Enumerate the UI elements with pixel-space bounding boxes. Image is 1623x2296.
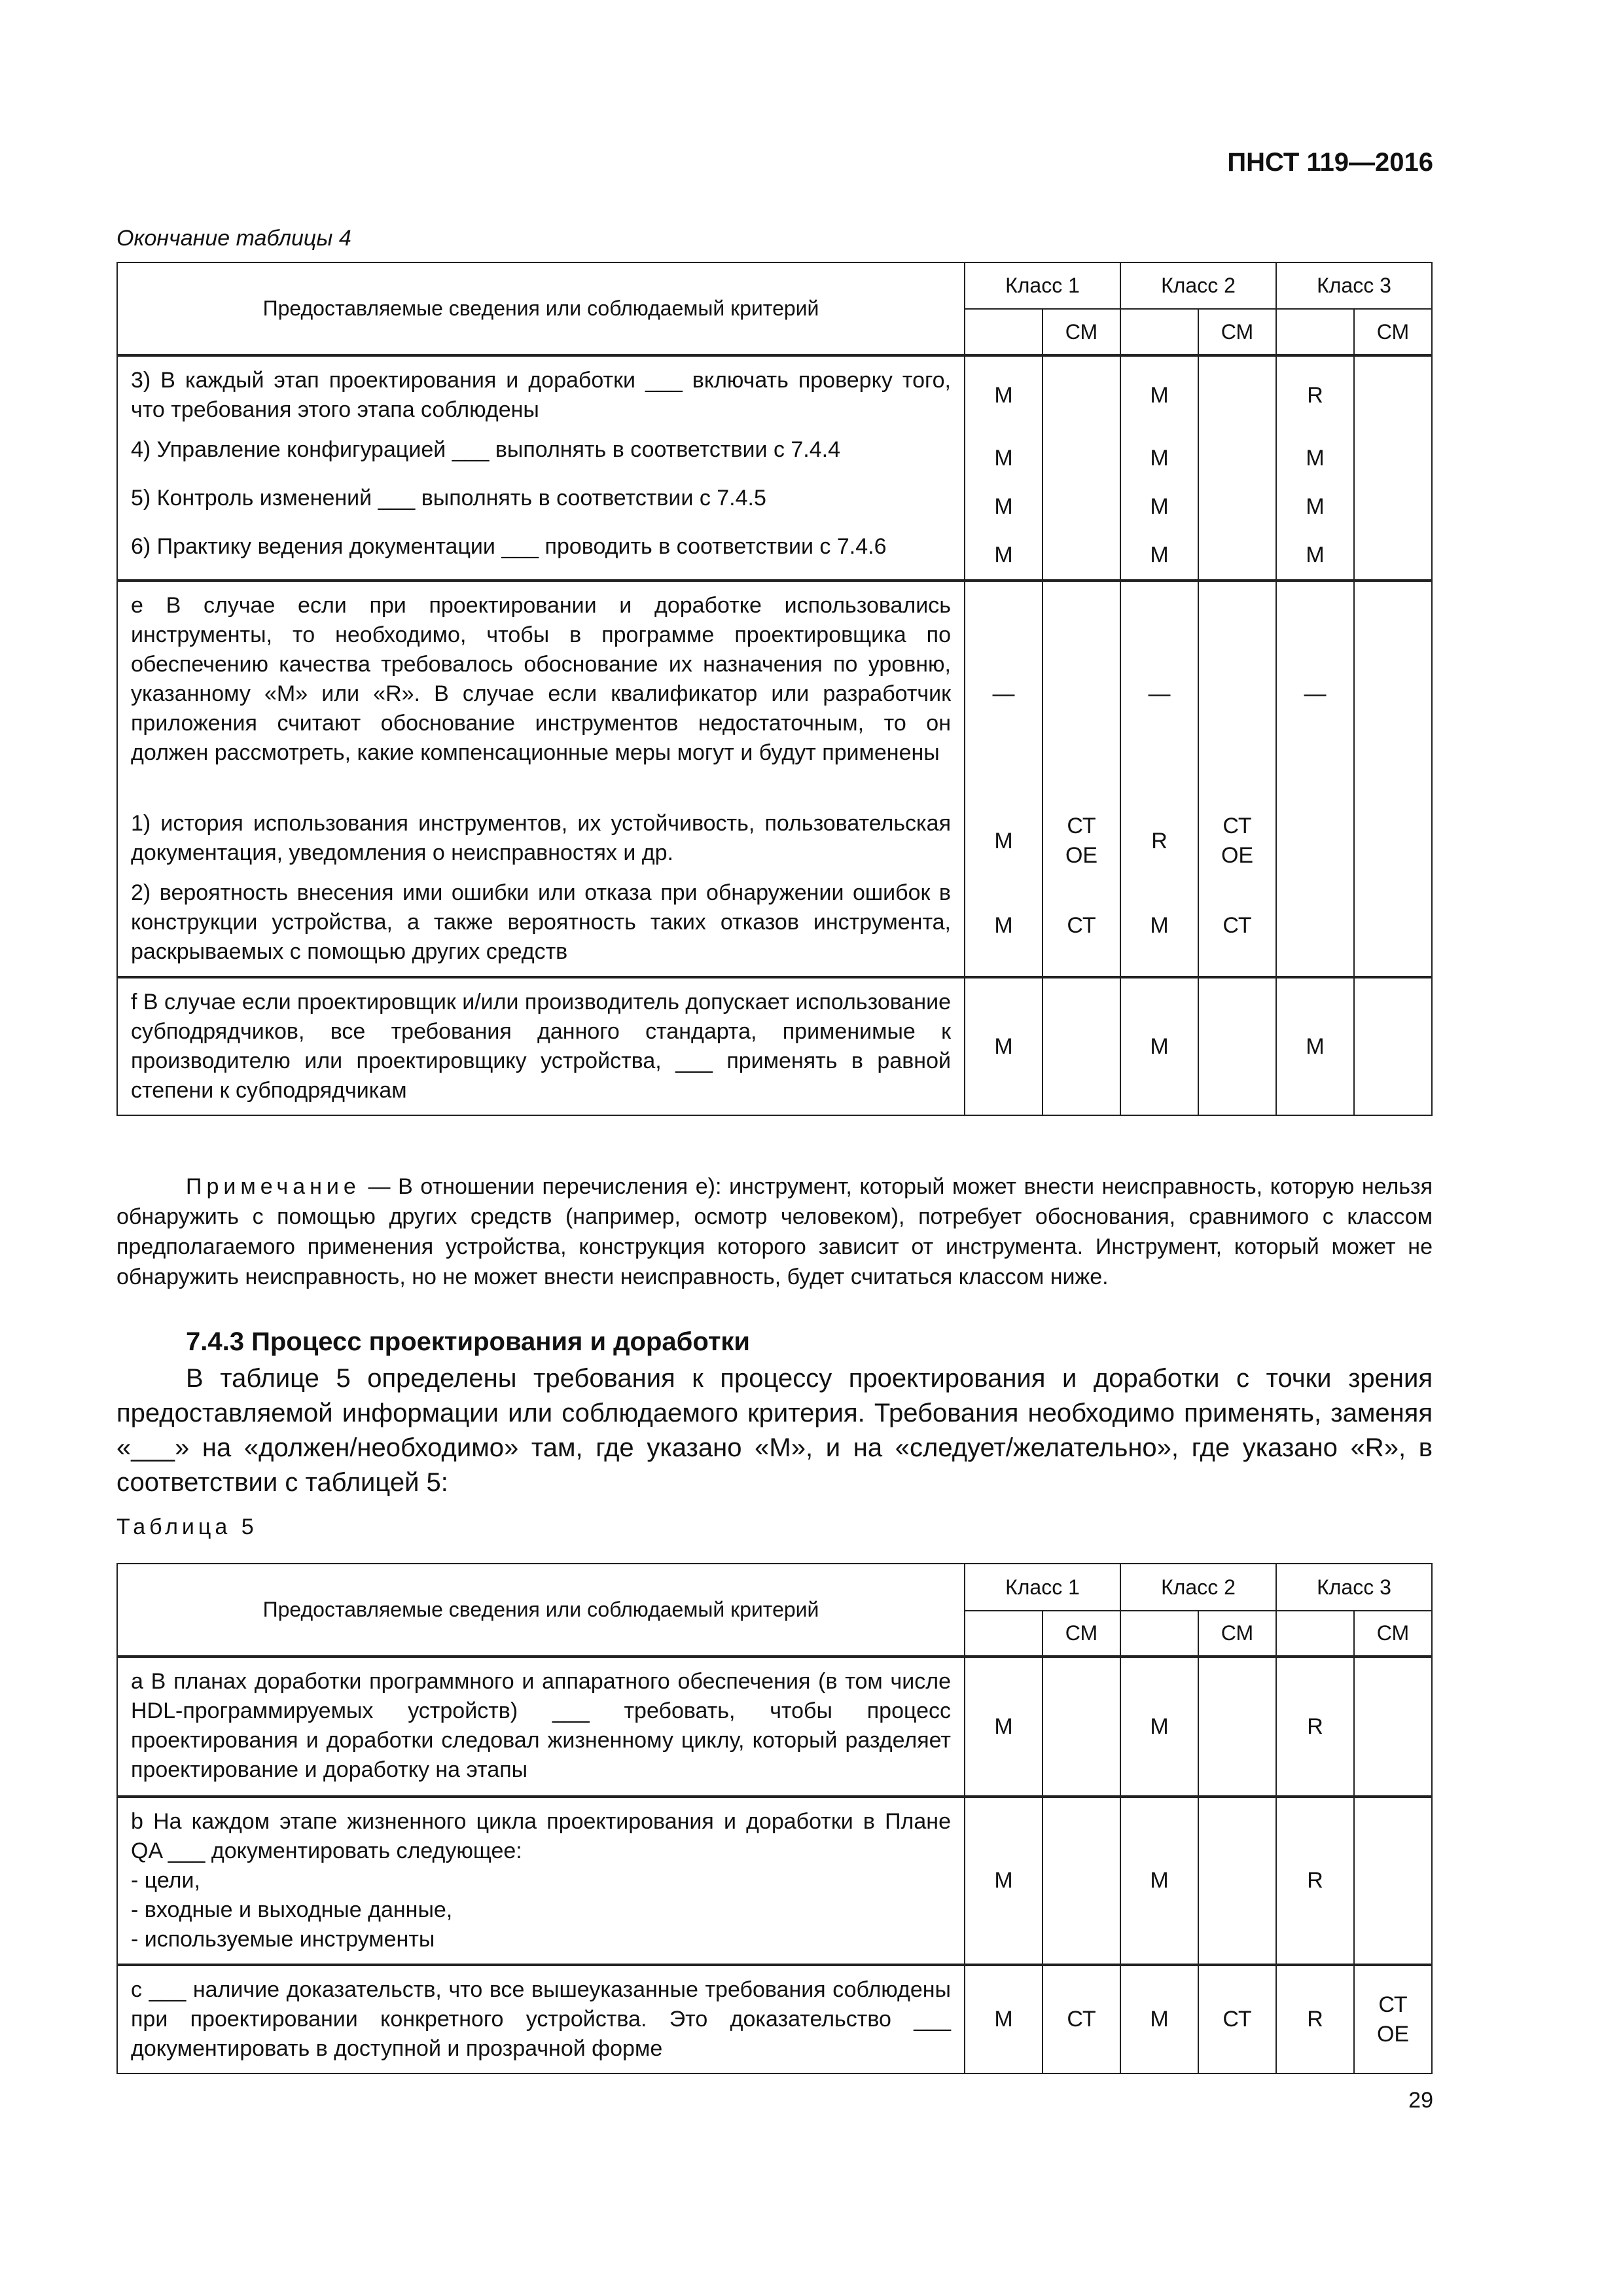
class2-value: M xyxy=(1120,1965,1198,2073)
class3-value: R xyxy=(1276,1965,1354,2073)
class1-value: M xyxy=(965,531,1043,581)
class3-cm-value xyxy=(1354,1657,1432,1797)
class3-value: R xyxy=(1276,355,1354,434)
header-cm: СМ xyxy=(1043,309,1120,355)
header-class3: Класс 3 xyxy=(1276,1564,1432,1611)
cm-code: СТ xyxy=(1067,814,1096,838)
header-blank xyxy=(1120,1611,1198,1657)
class2-cm-value: СТ xyxy=(1198,1965,1276,2073)
note-label: Примечание xyxy=(186,1174,361,1199)
class3-cm-value xyxy=(1354,1965,1432,2073)
cm-code: ОЕ xyxy=(1376,2021,1410,2047)
criterion-cell: 1) история использования инструментов, их устойчивость, пользовательская документация, уведомления о неисправностях и др. xyxy=(117,806,965,876)
class1-cm-value: СТ xyxy=(1043,876,1120,977)
class2-value: M xyxy=(1120,876,1198,977)
table-header-row xyxy=(117,262,1432,309)
table-row xyxy=(117,1965,1432,2073)
criterion-cell: 6) Практику ведения документации ___ проводить в соответствии с 7.4.6 xyxy=(117,531,965,581)
class2-cm-value xyxy=(1198,531,1276,581)
header-class2: Класс 2 xyxy=(1120,262,1276,309)
class1-value: M xyxy=(965,355,1043,434)
class3-cm-value xyxy=(1354,876,1432,977)
header-criterion: Предоставляемые сведения или соблюдаемый критерий xyxy=(117,262,965,355)
class2-value: R xyxy=(1120,806,1198,876)
class1-value: — xyxy=(965,581,1043,806)
table-row xyxy=(117,1657,1432,1797)
header-cm: СМ xyxy=(1354,1611,1432,1657)
header-cm: СМ xyxy=(1354,309,1432,355)
class1-cm-value: СТ xyxy=(1043,1965,1120,2073)
header-cm: СМ xyxy=(1043,1611,1120,1657)
class1-value: M xyxy=(965,806,1043,876)
criterion-cell: 2) вероятность внесения ими ошибки или отказа при обнаружении ошибок в конструкции устройства, а также вероятность таких отказов инструмента, раскрываемых с помощью других средств xyxy=(117,876,965,977)
table-row xyxy=(117,355,1432,434)
criterion-line: - входные и выходные данные, xyxy=(131,1897,453,1922)
table-5 xyxy=(116,1563,1433,2074)
table-header-row xyxy=(117,1564,1432,1611)
table-row xyxy=(117,876,1432,977)
class3-value: M xyxy=(1276,977,1354,1115)
header-cm: СМ xyxy=(1198,1611,1276,1657)
class2-cm-value xyxy=(1198,581,1276,806)
class2-value: M xyxy=(1120,355,1198,434)
class3-value xyxy=(1276,806,1354,876)
class1-cm-value xyxy=(1043,355,1120,434)
class2-value: M xyxy=(1120,482,1198,531)
document-id: ПНСТ 119—2016 xyxy=(1227,148,1433,177)
class3-cm-value xyxy=(1354,434,1432,482)
header-class1: Класс 1 xyxy=(965,1564,1120,1611)
class1-cm-value xyxy=(1043,1797,1120,1965)
class2-cm-value xyxy=(1198,482,1276,531)
class2-cm-value xyxy=(1198,1797,1276,1965)
class3-cm-value xyxy=(1354,581,1432,806)
class2-value: M xyxy=(1120,1657,1198,1797)
criterion-cell: 3) В каждый этап проектирования и доработки ___ включать проверку того, что требования этого этапа соблюдены xyxy=(117,355,965,434)
class1-cm-value xyxy=(1043,977,1120,1115)
criterion-cell: 4) Управление конфигурацией ___ выполнять в соответствии с 7.4.4 xyxy=(117,434,965,482)
table-row xyxy=(117,581,1432,806)
section-paragraph: В таблице 5 определены требования к процессу проектирования и доработки с точки зрения предоставляемой информации или соблюдаемого критерия. Требования необходимо применять, заменяя «___» на «должен/необходимо» там, где указано «M», и на «следует/желательно», где указано «R», в соответствии с таблицей 5: xyxy=(116,1364,1433,1497)
note-text: — В отношении перечисления е): инструмент, который может внести неисправность, которую нельзя обнаружить с помощью других средств (например, осмотр человеком), потребует обоснования, сравнимого с классом предполагаемого применения устройства, конструкция которого зависит от инструмента. Инструмент, который может не обнаружить неисправность, но не может внести неисправность, будет считаться классом ниже. xyxy=(116,1174,1433,1289)
class3-value: R xyxy=(1276,1657,1354,1797)
table-row xyxy=(117,531,1432,581)
table-row xyxy=(117,1797,1432,1965)
criterion-cell xyxy=(117,1797,965,1965)
class3-cm-value xyxy=(1354,806,1432,876)
cm-code: ОЕ xyxy=(1065,843,1098,868)
class3-value: M xyxy=(1276,482,1354,531)
cm-code: ОЕ xyxy=(1221,843,1254,868)
class1-cm-value xyxy=(1043,581,1120,806)
class1-cm-value xyxy=(1043,1657,1120,1797)
criterion-cell: а В планах доработки программного и аппаратного обеспечения (в том числе HDL-программируемых устройств) ___ требовать, чтобы процесс проектирования и доработки следовал жизненному циклу, который разделяет проектирование и доработку на этапы xyxy=(117,1657,965,1797)
criterion-cell: с ___ наличие доказательств, что все вышеуказанные требования соблюдены при проектировании конкретного устройства. Это доказательство ___ документировать в доступной и прозрачной форме xyxy=(117,1965,965,2073)
criterion-cell: 5) Контроль изменений ___ выполнять в соответствии с 7.4.5 xyxy=(117,482,965,531)
class3-value: R xyxy=(1276,1797,1354,1965)
header-cm: СМ xyxy=(1198,309,1276,355)
criterion-line: - цели, xyxy=(131,1868,200,1893)
header-class2: Класс 2 xyxy=(1120,1564,1276,1611)
section-title: 7.4.3 Процесс проектирования и доработки xyxy=(186,1327,751,1356)
class2-cm-value xyxy=(1198,434,1276,482)
class1-cm-value xyxy=(1043,806,1120,876)
table-row xyxy=(117,977,1432,1115)
class3-cm-value xyxy=(1354,482,1432,531)
class2-value: M xyxy=(1120,434,1198,482)
class3-value: M xyxy=(1276,531,1354,581)
class1-cm-value xyxy=(1043,434,1120,482)
class1-value: M xyxy=(965,876,1043,977)
class1-value: M xyxy=(965,1797,1043,1965)
table5-caption: Таблица 5 xyxy=(116,1515,258,1539)
table4-note xyxy=(116,1172,1433,1292)
header-blank xyxy=(965,309,1043,355)
table-row xyxy=(117,482,1432,531)
page-number: 29 xyxy=(1408,2088,1433,2113)
criterion-line: - используемые инструменты xyxy=(131,1927,435,1952)
class1-cm-value xyxy=(1043,482,1120,531)
criterion-line: b На каждом этапе жизненного цикла проектирования и доработки в Плане QA ___ документировать следующее: xyxy=(131,1809,951,1863)
header-class1: Класс 1 xyxy=(965,262,1120,309)
class1-value: M xyxy=(965,1965,1043,2073)
class2-value: M xyxy=(1120,531,1198,581)
cm-code: СТ xyxy=(1378,1992,1408,2017)
header-criterion: Предоставляемые сведения или соблюдаемый критерий xyxy=(117,1564,965,1657)
table-4 xyxy=(116,262,1433,1116)
class2-value: M xyxy=(1120,1797,1198,1965)
criterion-cell: е В случае если при проектировании и доработке использовались инструменты, то необходимо, чтобы в программе проектировщика по обеспечению качества требовалось обоснование их назначения по уровню, указанному «М» или «R». В случае если квалификатор или разработчик приложения считают обоснование инструментов недостаточным, то он должен рассмотреть, какие компенсационные меры могут и будут применены xyxy=(117,581,965,806)
class1-cm-value xyxy=(1043,531,1120,581)
cm-code: СТ xyxy=(1222,814,1252,838)
header-blank xyxy=(1276,1611,1354,1657)
class1-value: M xyxy=(965,977,1043,1115)
table4-continuation-caption: Окончание таблицы 4 xyxy=(116,226,351,251)
class3-cm-value xyxy=(1354,355,1432,434)
class2-value: M xyxy=(1120,977,1198,1115)
class3-value: M xyxy=(1276,434,1354,482)
class2-cm-value xyxy=(1198,806,1276,876)
header-blank xyxy=(965,1611,1043,1657)
class1-value: M xyxy=(965,1657,1043,1797)
header-class3: Класс 3 xyxy=(1276,262,1432,309)
class2-cm-value: СТ xyxy=(1198,876,1276,977)
class3-value xyxy=(1276,876,1354,977)
table-row xyxy=(117,434,1432,482)
class2-cm-value xyxy=(1198,1657,1276,1797)
class3-cm-value xyxy=(1354,531,1432,581)
class2-cm-value xyxy=(1198,977,1276,1115)
table-row xyxy=(117,806,1432,876)
class2-cm-value xyxy=(1198,355,1276,434)
header-blank xyxy=(1120,309,1198,355)
class2-value: — xyxy=(1120,581,1198,806)
class1-value: M xyxy=(965,482,1043,531)
criterion-cell: f В случае если проектировщик и/или производитель допускает использование субподрядчиков, все требования данного стандарта, применимые к производителю или проектировщику устройства, ___ применять в равной степени к субподрядчикам xyxy=(117,977,965,1115)
class3-value: — xyxy=(1276,581,1354,806)
class3-cm-value xyxy=(1354,977,1432,1115)
class3-cm-value xyxy=(1354,1797,1432,1965)
header-blank xyxy=(1276,309,1354,355)
class1-value: M xyxy=(965,434,1043,482)
